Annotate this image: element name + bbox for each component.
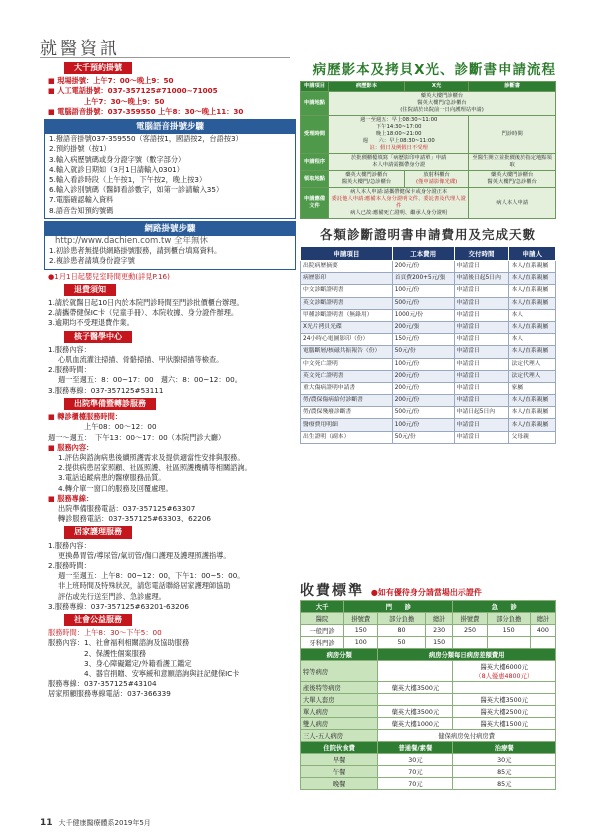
online-box <box>44 221 296 270</box>
flow-text: (住院請於出院前一日向護理站申請) <box>400 107 484 113</box>
cost-table <box>300 600 556 790</box>
cost-subhead: 醫院 <box>301 613 344 625</box>
fee-cell: 本人/直系親屬 <box>509 346 556 358</box>
fee-cell: 英文死亡證明書 <box>301 370 393 382</box>
fee-cell: 50元/份 <box>392 431 454 443</box>
discharge-hotline-label: ■ 服務專線： <box>48 493 94 503</box>
homecare-line: 2.服務時間： <box>48 560 91 570</box>
flow-header: 申請項目 <box>301 82 329 92</box>
fee-row <box>301 370 556 382</box>
flow-text: 醫英大樓門/急診櫃台 <box>417 100 467 106</box>
discharge-line: 4.轉介單一窗口的服務及回覆處理。 <box>58 483 173 493</box>
refund-title: 退費須知 <box>64 284 116 296</box>
footer-text: 大千健康醫療體系2019年5月 <box>58 819 151 827</box>
fee-cell: 本人/直系親屬 <box>509 321 556 333</box>
homecare-line: 週一至週五：上午8：00~12：00，下午1：00~5：00。 <box>58 571 245 581</box>
cost-cell <box>453 637 487 649</box>
flow-text: 醫英大樓門/急診櫃台 <box>341 179 392 185</box>
fee-cell: 甲種診斷證明書（無錄用） <box>301 309 393 321</box>
fee-cell: 150元/份 <box>392 334 454 346</box>
flow-title: 病歷影本及拷貝X光、診斷書申請流程 <box>312 62 556 78</box>
nuclear-title: 核子醫學中心 <box>64 331 132 343</box>
voice-step: 2.預約掛號（按1） <box>49 144 111 154</box>
ward-price: 醫英大樓2500元 <box>453 706 556 718</box>
flow-cell <box>329 188 469 219</box>
fee-cell: 法定代理人 <box>509 358 556 370</box>
right-column <box>300 58 556 444</box>
flow-header: 病歷影本 <box>329 82 405 92</box>
ward-type: 大單人套房 <box>301 694 378 706</box>
cost-head: 門 診 <box>344 601 453 613</box>
social-line: 3、身心障礙鑑定/外籍看護工鑑定 <box>84 658 192 668</box>
meal-type: 午餐 <box>301 766 378 778</box>
appointment-title: 大千預約掛號 <box>64 62 132 74</box>
fee-cell: 中文診斷證明書 <box>301 285 393 297</box>
ward-type: 雙人病房 <box>301 718 378 730</box>
meal-type: 早餐 <box>301 754 378 766</box>
page-number: 11 <box>40 818 53 828</box>
voice-step: 5.輸入看診時段（上午按1，下午按2，晚上按3） <box>49 175 207 185</box>
flow-cell: 病人本人申請 <box>469 188 556 219</box>
cost-cell: 牙科門診 <box>301 637 344 649</box>
cost-cell: 250 <box>453 625 487 637</box>
social-line: 服務專線：037-357125#43104 <box>48 679 157 689</box>
voice-step: 1.撥語音掛號037-359550（客語按1，國語按2，台語按3） <box>49 134 243 144</box>
ward-head: 病房分類 <box>301 649 378 661</box>
flow-header: 診斷書 <box>469 82 556 92</box>
cost-subhead: 部分負擔 <box>487 613 530 625</box>
meal-price: 30元 <box>453 754 556 766</box>
cost-cell: 一般門診 <box>301 625 344 637</box>
homecare-line: 1.服務內容： <box>48 540 91 550</box>
discharge-title: 出院準備暨轉診服務 <box>64 398 156 410</box>
fee-cell: 申請當日 <box>454 334 509 346</box>
fee-cell: 申請當日 <box>454 382 509 394</box>
flow-text: 藥英大樓門診櫃台 <box>490 172 534 178</box>
flow-text: 本人申請需攜帶身分證 <box>372 162 426 168</box>
discharge-line: 1.評估與諮詢病患後續照護需求及提供適當性安排與服務。 <box>58 452 245 462</box>
social-time: 服務時間：上午8：30～下午5：00 <box>48 628 162 638</box>
fee-row <box>301 321 556 333</box>
left-column <box>44 60 296 700</box>
fee-header: 工本費用 <box>392 247 454 261</box>
cost-cell: 80 <box>378 625 425 637</box>
discharge-content-label: ■ 服務內容： <box>48 442 94 452</box>
cost-cell <box>487 637 530 649</box>
fee-cell: 申請當日 <box>454 395 509 407</box>
footer <box>40 818 151 828</box>
flow-table <box>300 81 556 219</box>
online-step: 2.複診患者請填身份證字號 <box>49 256 135 266</box>
ward-price: 藥英大樓1000元 <box>378 718 453 730</box>
ward-price <box>453 661 556 682</box>
fee-cell: 申請當日 <box>454 358 509 370</box>
ward-type: 產後特等病房 <box>301 682 378 694</box>
social-line: 服務內容：1、社會福利相關諮詢及協助服務 <box>48 638 190 648</box>
ward-price: 藥英大樓3500元 <box>378 682 453 694</box>
appointment-line: ■ 現場掛號：上午7：00～晚上9：50 <box>48 76 174 86</box>
fee-cell: 申請當日 <box>454 419 509 431</box>
fee-row <box>301 395 556 407</box>
cost-subhead: 掛號費 <box>344 613 378 625</box>
fee-cell: 醫療費用明細 <box>301 419 393 431</box>
fee-cell: 出院病歷摘要 <box>301 261 393 273</box>
fee-cell: 本人/直系親屬 <box>509 407 556 419</box>
flow-text: 病人已故:應備死亡證明、繼承人身分證明 <box>350 210 448 216</box>
cost-subhead: 掛號費 <box>453 613 487 625</box>
ward-price <box>378 694 453 706</box>
cost-subhead: 總計 <box>425 613 453 625</box>
flow-header: X光 <box>404 82 468 92</box>
cost-cell <box>530 637 555 649</box>
homecare-line: 評估或先行送至門診、急診處理。 <box>58 591 166 601</box>
fee-cell: 申請當日 <box>454 370 509 382</box>
fee-cell: 勞/農保殘廢診斷書 <box>301 407 393 419</box>
discharge-tel: 出院準備服務電話：037-357125#63307 <box>58 503 196 513</box>
cost-title: 收費標準 <box>300 583 364 599</box>
meal-price: 70元 <box>378 778 453 790</box>
fee-cell: 24小時心電圖影印（份） <box>301 334 393 346</box>
flow-text: 註：假日及例假日不受理 <box>369 145 428 151</box>
referral-weekday: 週一～週五： <box>48 432 92 442</box>
cost-head: 急 診 <box>453 601 556 613</box>
discharge-line: 3.電話追蹤病患的醫療服務品質。 <box>58 473 166 483</box>
fee-row <box>301 309 556 321</box>
cost-cell: 150 <box>344 625 378 637</box>
flow-text: 週 六：早上08:30~11:00 <box>362 138 435 144</box>
online-title: 網路掛號步驟 <box>45 222 295 236</box>
cost-cell: 150 <box>487 625 530 637</box>
cost-head: 大千 <box>301 601 344 613</box>
homecare-line: 非上班時間及特殊狀況，請您電話聯絡居家護理師協助 <box>58 581 231 591</box>
nuclear-line: 週一至週五：8：00~17：00 週六：8：00~12：00。 <box>58 375 242 385</box>
flow-cell <box>404 171 468 188</box>
fee-cell: 本人 <box>509 309 556 321</box>
page-title: 就醫資訊 <box>40 39 120 59</box>
fee-cell: 申請日起5日內 <box>454 407 509 419</box>
flow-text: 藥英大樓門診櫃台 <box>345 172 388 178</box>
ward-price-text: 醫英大樓6000元 <box>480 664 528 671</box>
social-line: 居家照顧服務專線電話：037-366339 <box>48 689 171 699</box>
fee-cell: 200元/份 <box>392 382 454 394</box>
flow-cell <box>329 116 469 154</box>
fee-cell: 重大傷病證明申請書 <box>301 382 393 394</box>
discharge-line: 2.提供病患居家照顧、社區照護、社區照護機構等相關諮詢。 <box>58 463 252 473</box>
fee-cell: 申請當日 <box>454 285 509 297</box>
title-divider <box>40 57 290 58</box>
fee-cell: 本人/直系親屬 <box>509 419 556 431</box>
fee-cell: 200元/份 <box>392 261 454 273</box>
fee-cell: 本人/直系親屬 <box>509 261 556 273</box>
meal-price: 70元 <box>378 766 453 778</box>
refund-line: 3.逾期均不受理退費作業。 <box>48 318 134 328</box>
meal-type: 晚餐 <box>301 778 378 790</box>
cost-cell: 50 <box>378 637 425 649</box>
flow-text: 醫英大樓門/急診櫃台 <box>487 179 537 185</box>
fee-title: 各類診斷證明書申請費用及完成天數 <box>319 227 536 242</box>
refund-line: 1.請於就醫日起10日內於本院門診時間至門診批價櫃台辦理。 <box>48 298 244 308</box>
appointment-line: ■ 電腦語音掛號：037-359550 上午8：30～晚上11：30 <box>48 106 244 116</box>
fee-cell: 勞/農保傷病給付診斷書 <box>301 395 393 407</box>
nuclear-line: 3.服務專線：037-357125#53111 <box>48 385 164 395</box>
meal-head: 治療餐 <box>453 742 556 754</box>
flow-cell <box>329 171 405 188</box>
ward-price: 醫英大樓3500元 <box>453 694 556 706</box>
cost-cell: 150 <box>425 637 453 649</box>
fee-cell: 本人/直系親屬 <box>509 285 556 297</box>
referral-hours-row <box>44 433 296 443</box>
ward-price: 健保病房免付病房費 <box>378 730 556 742</box>
refund-line: 2.請攜帶健保IC卡（兒童手冊）、本院收據、身分證件辦理。 <box>48 308 239 318</box>
cost-cell: 230 <box>425 625 453 637</box>
fee-cell: 病歷影印 <box>301 273 393 285</box>
referral-hours-label: ■ 轉診櫃檯服務時間： <box>48 412 122 422</box>
flow-text: 放射科櫃台 <box>423 172 450 178</box>
fee-cell: 父母親 <box>509 431 556 443</box>
voice-title: 電腦語音掛號步驟 <box>45 120 295 134</box>
fee-row <box>301 285 556 297</box>
fee-cell: 電腦斷層/核磁共振報告（份） <box>301 346 393 358</box>
cost-cell: 100 <box>344 637 378 649</box>
flow-text: 於批價櫃檯填寫「病歷影印申請單」申請 <box>350 155 447 161</box>
fee-cell: 200元/份 <box>392 395 454 407</box>
cost-title-row <box>300 580 556 600</box>
fee-cell: 500元/份 <box>392 407 454 419</box>
fee-cell: 本人/直系親屬 <box>509 395 556 407</box>
nuclear-line: 2.服務時間： <box>48 365 91 375</box>
fee-cell: 100元/份 <box>392 358 454 370</box>
fee-row <box>301 431 556 443</box>
fee-cell: 申請後日起5日內 <box>454 273 509 285</box>
fee-cell: 100元/份 <box>392 419 454 431</box>
social-title: 社會公益服務 <box>64 614 132 626</box>
fee-cell: 本人 <box>509 334 556 346</box>
meal-head: 普通餐/素餐 <box>378 742 453 754</box>
flow-row-label: 申請程序 <box>301 154 329 171</box>
cost-cell: 400 <box>530 625 555 637</box>
fee-cell: 中文死亡證明 <box>301 358 393 370</box>
ward-discount: （8人優惠4800元） <box>475 673 534 680</box>
fee-row <box>301 261 556 273</box>
flow-cell: 門診時間 <box>469 116 556 154</box>
ward-price <box>453 682 556 694</box>
nursery-note: ●1月1日起嬰兒室時間更動(詳見P.16) <box>48 271 170 281</box>
social-line: 2、保護性個案服務 <box>84 648 147 658</box>
cost-subhead: 部分負擔 <box>378 613 425 625</box>
fee-cell: 本人/直系親屬 <box>509 297 556 309</box>
nuclear-line: 1.服務內容： <box>48 344 91 354</box>
fee-cell: X光片拷貝光碟 <box>301 321 393 333</box>
flow-text: 委託他人申請:應備本人身分證明文件、委託書及代理人證件 <box>331 196 466 209</box>
voice-step: 6.輸入診別號碼（醫師看診數字，如第一診請輸入35） <box>49 185 224 195</box>
meal-head: 住院伙食費 <box>301 742 378 754</box>
fee-header: 申請項目 <box>301 247 393 261</box>
cost-subhead: 總計 <box>530 613 555 625</box>
voice-step: 3.輸入病歷號碼或身分證字號（數字部分） <box>49 154 186 164</box>
website-link[interactable]: http://www.dachien.com.tw 全年無休 <box>55 236 209 247</box>
fee-row <box>301 358 556 370</box>
fee-header: 申請人 <box>509 247 556 261</box>
flow-row-label: 申請地點 <box>301 92 329 116</box>
flow-cell: 至醫生開立並批價後於指定地點領取 <box>469 154 556 171</box>
fee-cell: 50元/份 <box>392 346 454 358</box>
appointment-line: 上午7：30～晚上9：50 <box>84 96 165 106</box>
flow-text: 晚上18:00~21:00 <box>375 131 422 137</box>
fee-cell: 出生證明（副本） <box>301 431 393 443</box>
cost-note: ●如有優待身分請當場出示證件 <box>370 588 482 597</box>
homecare-line: 更換鼻胃管/導尿管/氣切管/傷口護理及護理照護指導。 <box>58 550 231 560</box>
fee-cell: 家屬 <box>509 382 556 394</box>
fee-row <box>301 407 556 419</box>
voice-box <box>44 119 296 219</box>
fee-cell: 申請當日 <box>454 346 509 358</box>
fee-cell: 500元/份 <box>392 297 454 309</box>
fee-row <box>301 273 556 285</box>
voice-step: 7.電腦確認輸入資料 <box>49 195 114 205</box>
voice-step: 8.語音告知預約號碼 <box>49 205 114 215</box>
ward-price: 藥英大樓3500元 <box>378 706 453 718</box>
flow-row-label: 申請應備文件 <box>301 188 329 219</box>
fee-cell: 申請當日 <box>454 321 509 333</box>
fee-cell: 法定代理人 <box>509 370 556 382</box>
meal-price: 85元 <box>453 778 556 790</box>
meal-price: 85元 <box>453 766 556 778</box>
flow-row-label: 受理時間 <box>301 116 329 154</box>
fee-row <box>301 334 556 346</box>
flow-text: 病人本人申請:請攜帶健保卡或身分證正本 <box>350 189 448 195</box>
fee-table <box>300 246 556 444</box>
fee-cell: 申請當日 <box>454 261 509 273</box>
nuclear-line: 心肌血流灌注掃描、骨骼掃描、甲狀腺掃描等檢查。 <box>58 355 224 365</box>
homecare-line: 3.服務專線：037-357125#63201-63206 <box>48 601 189 611</box>
referral-hours-am: 上午08：00～12：00 <box>84 422 157 432</box>
ward-type: 特等病房 <box>301 661 378 682</box>
ward-type: 單人病房 <box>301 706 378 718</box>
voice-step: 4.輸入就診日期如（3月1日請輸入0301） <box>49 164 184 174</box>
ward-head: 病房分類每日病房差額費用 <box>378 649 556 661</box>
online-step: 1.初診患者無提供網路掛號服務，請到櫃台填寫資料。 <box>49 246 222 256</box>
flow-text: (僅申請影像光碟) <box>415 179 458 185</box>
flow-cell <box>329 92 556 116</box>
fee-cell: 首頁費200+5元/張 <box>392 273 454 285</box>
fee-cell: 申請當日 <box>454 297 509 309</box>
ward-price <box>378 661 453 682</box>
flow-cell <box>469 171 556 188</box>
fee-cell: 200元/份 <box>392 370 454 382</box>
fee-cell: 200元/張 <box>392 321 454 333</box>
ward-type: 三人-五人病房 <box>301 730 378 742</box>
flow-text: 週一至週五：早上08:30~11:00 <box>359 117 438 123</box>
ward-price: 醫英大樓1500元 <box>453 718 556 730</box>
referral-tel: 轉診服務電話：037-357125#63303、62206 <box>58 514 212 524</box>
social-line: 4、器官捐贈、安寧緩和意願諮詢與註記健保IC卡 <box>84 668 240 678</box>
referral-hours-pm: 下午13：00～17：00（本院門診大廳） <box>95 432 226 442</box>
fee-row <box>301 419 556 431</box>
fee-cell: 英文診斷證明書 <box>301 297 393 309</box>
fee-cell: 100元/份 <box>392 285 454 297</box>
fee-cell: 申請當日 <box>454 309 509 321</box>
flow-row-label: 領取地點 <box>301 171 329 188</box>
fee-cell: 申請當日 <box>454 431 509 443</box>
homecare-title: 居家護理服務 <box>64 526 132 538</box>
fee-row <box>301 346 556 358</box>
fee-cell: 本人/直系親屬 <box>509 273 556 285</box>
flow-cell <box>329 154 469 171</box>
meal-price: 30元 <box>378 754 453 766</box>
fee-row <box>301 382 556 394</box>
appointment-line: ■ 人工電話掛號：037-357125#71000~71005 <box>48 86 218 96</box>
fee-row <box>301 297 556 309</box>
fee-cell: 1000元/份 <box>392 309 454 321</box>
flow-text: 藥英大樓門診櫃台 <box>420 93 464 99</box>
fee-header: 交付時間 <box>454 247 509 261</box>
flow-text: 下午14:30~17:00 <box>375 124 422 130</box>
